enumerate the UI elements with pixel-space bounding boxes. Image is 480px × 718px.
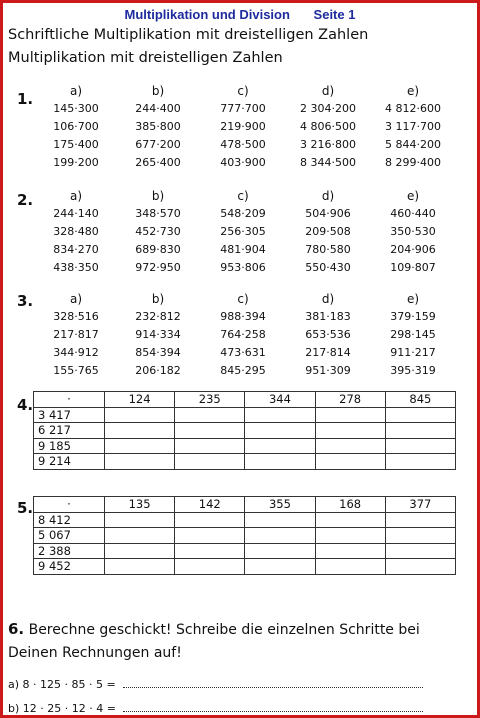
answer-cell[interactable]	[315, 423, 385, 439]
exercise-column	[288, 290, 368, 380]
task-6-number: 6.	[8, 620, 25, 638]
table-header-cell: 168	[315, 497, 385, 513]
task-item: 988·394	[220, 310, 266, 323]
task-item: 256·305	[220, 225, 266, 238]
task-item: 972·950	[135, 261, 181, 274]
answer-cell[interactable]	[385, 454, 455, 470]
answer-cell[interactable]	[175, 423, 245, 439]
answer-cell[interactable]	[385, 438, 455, 454]
task-item: 677·200	[135, 138, 181, 151]
task-item: 206·182	[135, 364, 181, 377]
column-label: b)	[151, 292, 165, 306]
task-item: 106·700	[53, 120, 99, 133]
column-label: a)	[69, 292, 83, 306]
task-item: 328·516	[53, 310, 99, 323]
column-label: c)	[237, 292, 249, 306]
task-item: 504·906	[305, 207, 351, 220]
task-item: 109·807	[390, 261, 436, 274]
row-header-cell: 2 388	[34, 543, 105, 559]
task-item: 4 806·500	[300, 120, 356, 133]
task-item: 854·394	[135, 346, 181, 359]
answer-cell[interactable]	[385, 512, 455, 528]
exercise-3-number: 3.	[17, 292, 34, 310]
exercise-column	[36, 290, 116, 380]
task-item: 350·530	[390, 225, 436, 238]
column-label: b)	[151, 84, 165, 98]
table-header-cell: 124	[105, 392, 175, 408]
exercise-column	[118, 187, 198, 277]
answer-cell[interactable]	[315, 438, 385, 454]
table-row	[34, 423, 456, 439]
exercise-1-number: 1.	[17, 90, 34, 108]
task-item: 244·140	[53, 207, 99, 220]
row-header-cell: 9 452	[34, 559, 105, 575]
worksheet-title: Schriftliche Multiplikation mit dreistelligen Zahlen	[8, 27, 369, 43]
exercise-column	[373, 290, 453, 380]
worksheet-subtitle: Multiplikation mit dreistelligen Zahlen	[8, 50, 283, 66]
task-item: 244·400	[135, 102, 181, 115]
task-item: 403·900	[220, 156, 266, 169]
answer-cell[interactable]	[105, 438, 175, 454]
answer-line[interactable]	[123, 702, 423, 712]
answer-cell[interactable]	[105, 454, 175, 470]
row-header-cell: 5 067	[34, 528, 105, 544]
equation-a	[8, 678, 423, 691]
task-item: 155·765	[53, 364, 99, 377]
task-item: 217·817	[53, 328, 99, 341]
table-header-cell: 377	[385, 497, 455, 513]
column-label: c)	[237, 189, 249, 203]
answer-cell[interactable]	[175, 512, 245, 528]
task-item: 764·258	[220, 328, 266, 341]
task-item: 481·904	[220, 243, 266, 256]
column-label: d)	[321, 189, 335, 203]
table-row	[34, 528, 456, 544]
exercise-column	[118, 82, 198, 172]
answer-cell[interactable]	[105, 559, 175, 575]
column-label: e)	[406, 84, 420, 98]
equation-expression: 8 · 125 · 85 · 5 =	[22, 678, 116, 691]
task-item: 232·812	[135, 310, 181, 323]
task-item: 2 304·200	[300, 102, 356, 115]
task-item: 438·350	[53, 261, 99, 274]
answer-cell[interactable]	[175, 543, 245, 559]
page-header	[0, 7, 480, 22]
answer-cell[interactable]	[175, 528, 245, 544]
exercise-column	[288, 187, 368, 277]
exercise-column	[373, 82, 453, 172]
exercise-column	[288, 82, 368, 172]
row-header-cell: 9 214	[34, 454, 105, 470]
column-label: c)	[237, 84, 249, 98]
answer-cell[interactable]	[245, 559, 315, 575]
answer-cell[interactable]	[105, 512, 175, 528]
answer-cell[interactable]	[105, 407, 175, 423]
task-item: 550·430	[305, 261, 351, 274]
answer-cell[interactable]	[385, 528, 455, 544]
task-item: 911·217	[390, 346, 436, 359]
task-item: 204·906	[390, 243, 436, 256]
exercise-column	[203, 187, 283, 277]
task-item: 3 216·800	[300, 138, 356, 151]
table-row	[34, 438, 456, 454]
task-item: 5 844·200	[385, 138, 441, 151]
table-row	[34, 407, 456, 423]
row-header-cell: 3 417	[34, 407, 105, 423]
answer-cell[interactable]	[245, 454, 315, 470]
task-item: 689·830	[135, 243, 181, 256]
table-header-cell: 845	[385, 392, 455, 408]
task-item: 381·183	[305, 310, 351, 323]
task-item: 395·319	[390, 364, 436, 377]
answer-line[interactable]	[123, 678, 423, 688]
task-item: 845·295	[220, 364, 266, 377]
task-item: 653·536	[305, 328, 351, 341]
exercise-column	[203, 290, 283, 380]
table-row	[34, 512, 456, 528]
row-header-cell: 8 412	[34, 512, 105, 528]
equation-label: a)	[8, 678, 20, 691]
task-item: 385·800	[135, 120, 181, 133]
table-header-cell: 235	[175, 392, 245, 408]
answer-cell[interactable]	[105, 528, 175, 544]
task-item: 344·912	[53, 346, 99, 359]
answer-cell[interactable]	[245, 543, 315, 559]
exercise-4-number: 4.	[17, 396, 34, 414]
table-header-cell: 344	[245, 392, 315, 408]
task-item: 379·159	[390, 310, 436, 323]
table-header-row	[34, 392, 456, 408]
answer-cell[interactable]	[175, 454, 245, 470]
answer-cell[interactable]	[175, 559, 245, 575]
equation-label: b)	[8, 702, 20, 715]
task-item: 175·400	[53, 138, 99, 151]
task-item: 8 344·500	[300, 156, 356, 169]
exercise-column	[36, 82, 116, 172]
task-item: 348·570	[135, 207, 181, 220]
exercise-2-number: 2.	[17, 191, 34, 209]
answer-cell[interactable]	[315, 454, 385, 470]
column-label: d)	[321, 84, 335, 98]
column-label: a)	[69, 84, 83, 98]
task-item: 548·209	[220, 207, 266, 220]
task-6-instructions: Berechne geschickt! Schreibe die einzelnen Schritte bei Deinen Rechnungen auf!	[8, 622, 420, 661]
header-title: Multiplikation und Division	[124, 7, 290, 22]
column-label: e)	[406, 292, 420, 306]
task-item: 914·334	[135, 328, 181, 341]
equation-b	[8, 702, 423, 715]
table-corner: ·	[34, 497, 105, 513]
answer-cell[interactable]	[175, 407, 245, 423]
exercise-column	[36, 187, 116, 277]
task-item: 777·700	[220, 102, 266, 115]
answer-cell[interactable]	[105, 543, 175, 559]
row-header-cell: 9 185	[34, 438, 105, 454]
table-row	[34, 454, 456, 470]
header-page: Seite 1	[313, 7, 356, 22]
exercise-column	[373, 187, 453, 277]
exercise-column	[118, 290, 198, 380]
column-label: a)	[69, 189, 83, 203]
answer-cell[interactable]	[105, 423, 175, 439]
answer-cell[interactable]	[385, 423, 455, 439]
table-header-cell: 142	[175, 497, 245, 513]
task-item: 265·400	[135, 156, 181, 169]
column-label: b)	[151, 189, 165, 203]
exercise-5-number: 5.	[17, 499, 34, 517]
answer-cell[interactable]	[245, 438, 315, 454]
column-label: e)	[406, 189, 420, 203]
answer-cell[interactable]	[315, 528, 385, 544]
task-item: 328·480	[53, 225, 99, 238]
table-corner: ·	[34, 392, 105, 408]
table-header-cell: 355	[245, 497, 315, 513]
task-item: 473·631	[220, 346, 266, 359]
table-row	[34, 559, 456, 575]
exercise-column	[203, 82, 283, 172]
task-item: 951·309	[305, 364, 351, 377]
task-item: 217·814	[305, 346, 351, 359]
task-item: 452·730	[135, 225, 181, 238]
task-item: 478·500	[220, 138, 266, 151]
task-item: 209·508	[305, 225, 351, 238]
task-item: 780·580	[305, 243, 351, 256]
task-item: 953·806	[220, 261, 266, 274]
answer-cell[interactable]	[245, 528, 315, 544]
task-6	[8, 618, 472, 665]
task-item: 834·270	[53, 243, 99, 256]
task-item: 219·900	[220, 120, 266, 133]
task-item: 298·145	[390, 328, 436, 341]
answer-cell[interactable]	[385, 543, 455, 559]
answer-cell[interactable]	[315, 512, 385, 528]
answer-cell[interactable]	[315, 559, 385, 575]
task-item: 8 299·400	[385, 156, 441, 169]
answer-cell[interactable]	[175, 438, 245, 454]
equation-expression: 12 · 25 · 12 · 4 =	[22, 702, 116, 715]
answer-cell[interactable]	[385, 407, 455, 423]
answer-cell[interactable]	[245, 407, 315, 423]
answer-cell[interactable]	[245, 512, 315, 528]
column-label: d)	[321, 292, 335, 306]
answer-cell[interactable]	[315, 543, 385, 559]
row-header-cell: 6 217	[34, 423, 105, 439]
answer-cell[interactable]	[315, 407, 385, 423]
task-item: 4 812·600	[385, 102, 441, 115]
table-row	[34, 543, 456, 559]
answer-cell[interactable]	[245, 423, 315, 439]
table-header-row	[34, 497, 456, 513]
task-item: 199·200	[53, 156, 99, 169]
answer-cell[interactable]	[385, 559, 455, 575]
task-item: 145·300	[53, 102, 99, 115]
task-item: 3 117·700	[385, 120, 441, 133]
table-header-cell: 278	[315, 392, 385, 408]
multiplication-table-5	[33, 496, 456, 575]
task-item: 460·440	[390, 207, 436, 220]
table-header-cell: 135	[105, 497, 175, 513]
multiplication-table-4	[33, 391, 456, 470]
